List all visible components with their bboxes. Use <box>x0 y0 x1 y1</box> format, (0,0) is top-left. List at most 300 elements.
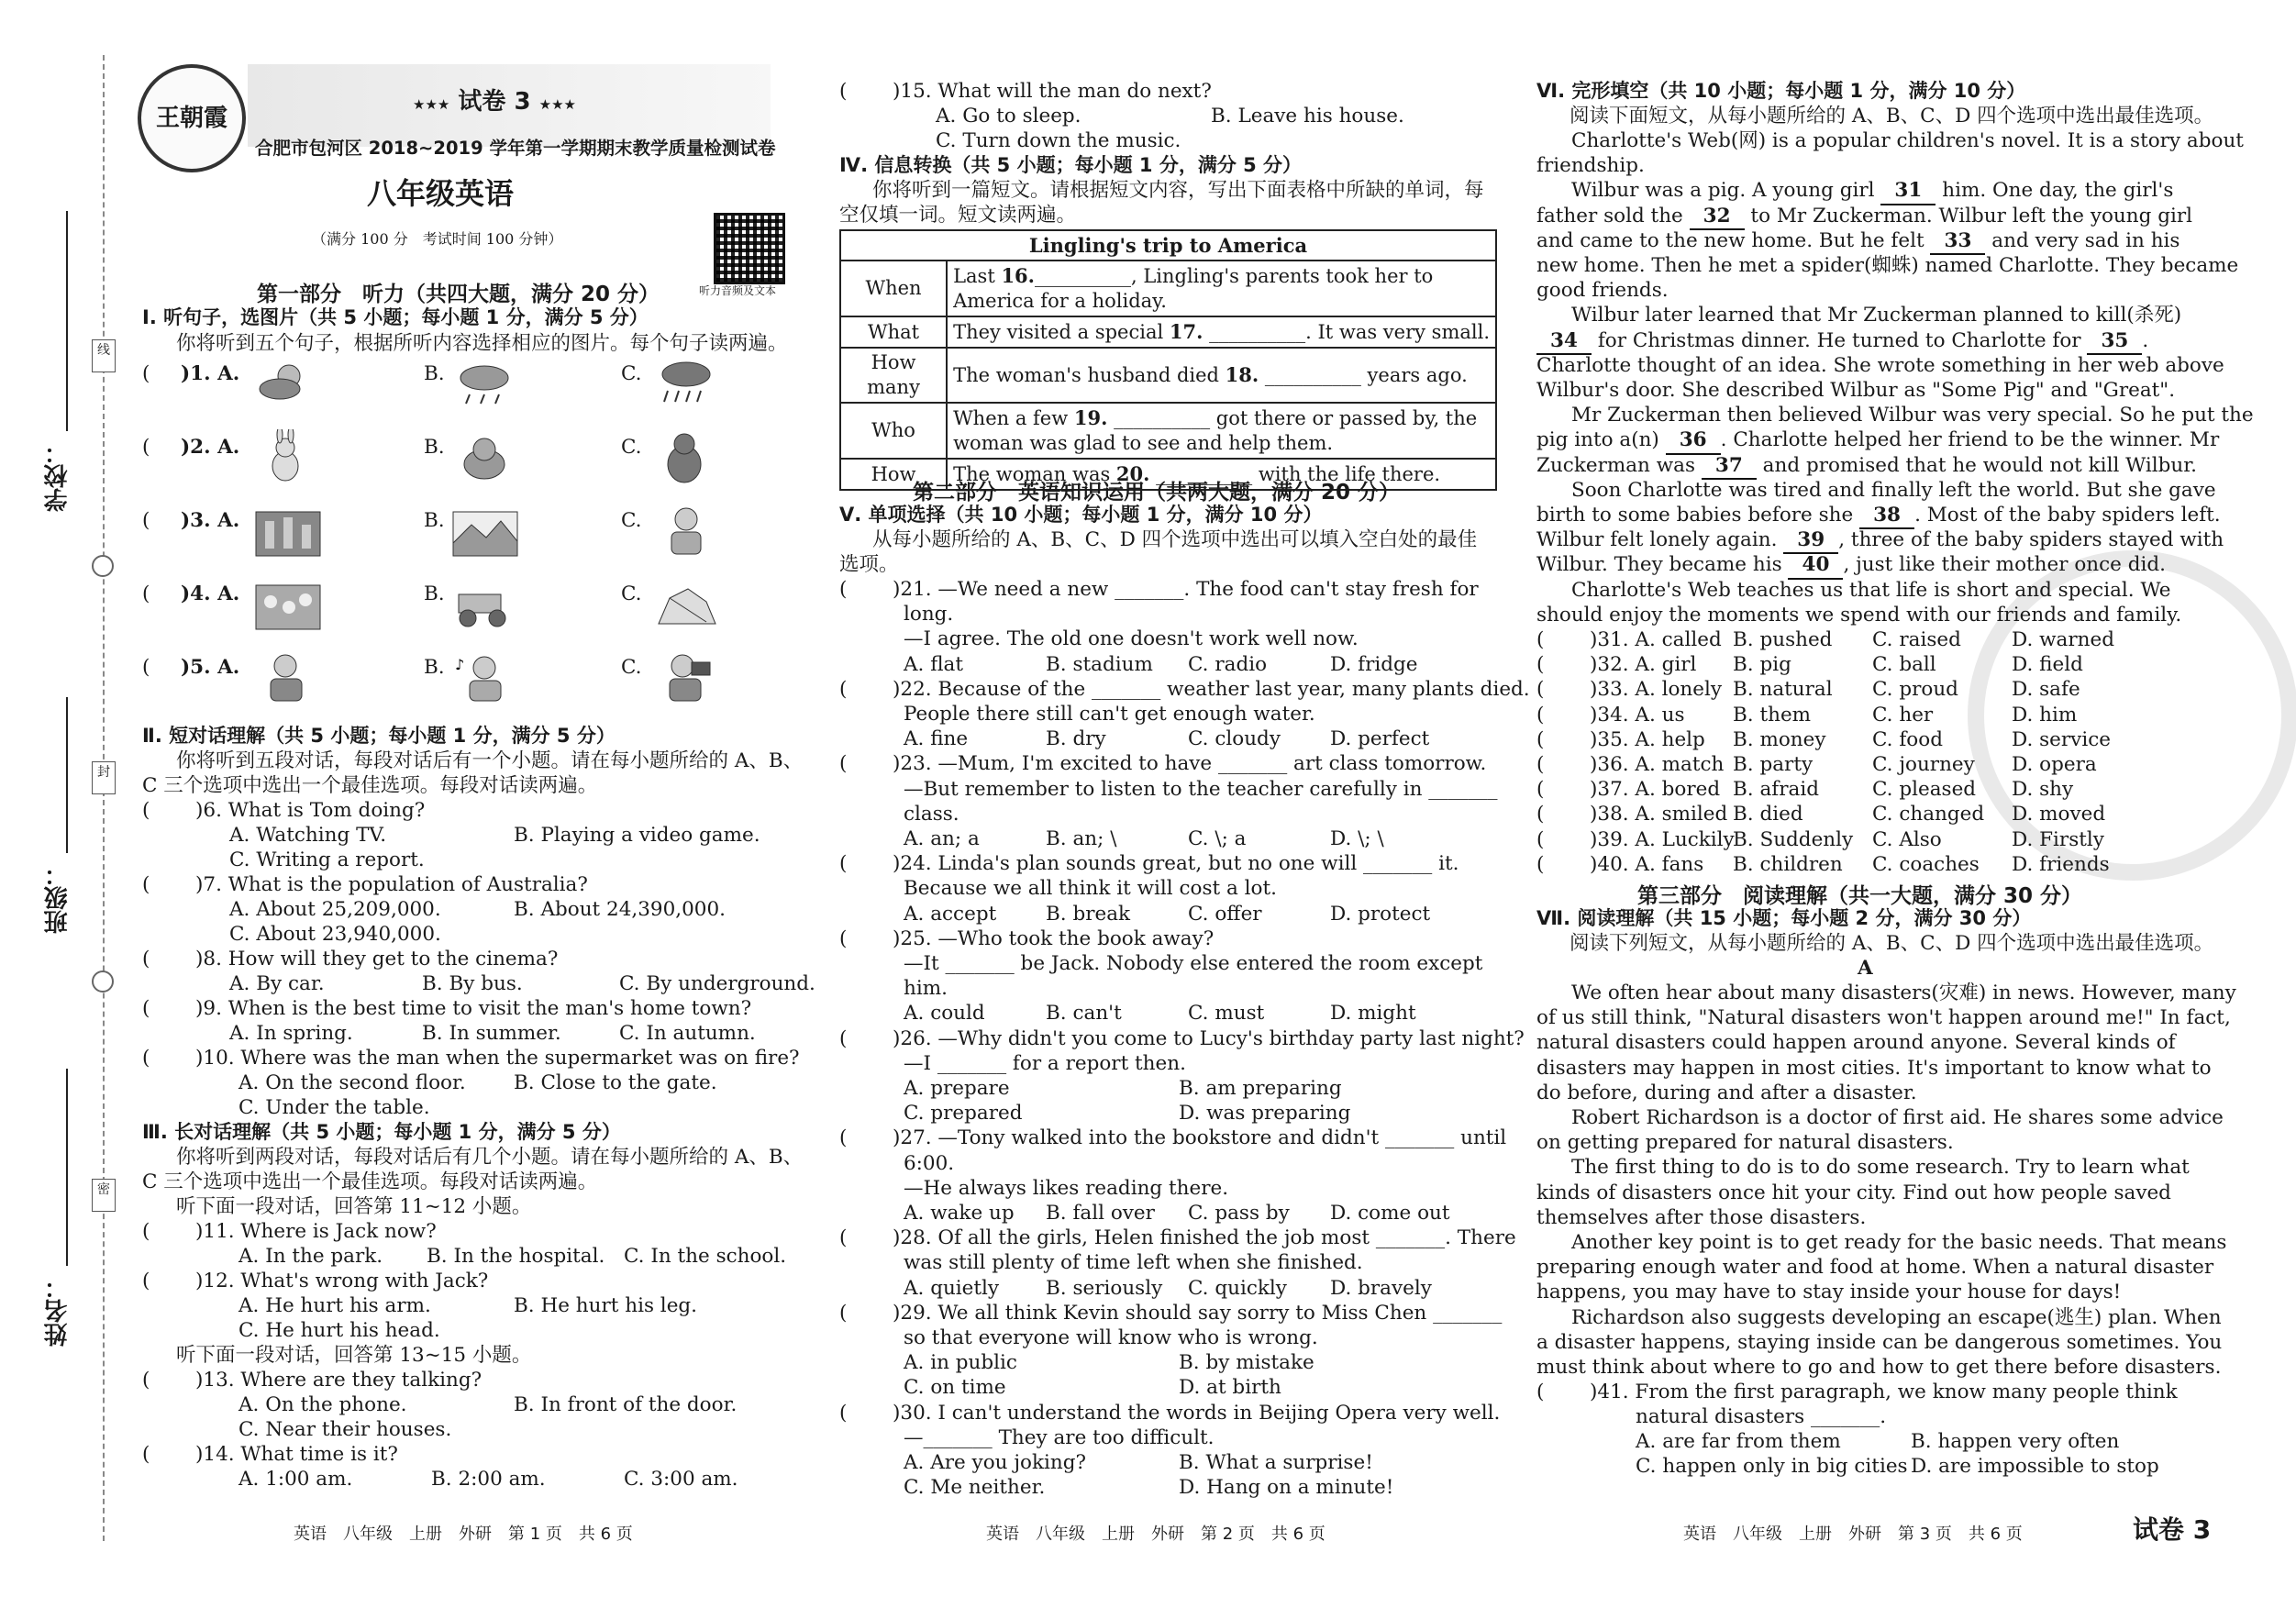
answer-paren[interactable]: ( <box>839 1026 848 1050</box>
mc-options <box>904 1475 1454 1500</box>
cloze-option[interactable]: C. journey <box>1872 753 1975 776</box>
mc-option[interactable]: A. could <box>904 1002 985 1026</box>
cloze-option[interactable]: )40. A. fans <box>1590 852 1704 876</box>
answer-paren[interactable]: ( <box>839 1401 848 1425</box>
mc-option[interactable]: B. break <box>1046 902 1131 926</box>
cloze-option[interactable]: )35. A. help <box>1590 727 1705 751</box>
cloze-option[interactable]: B. pushed <box>1733 628 1833 651</box>
cloze-line: Wilbur was a pig. A young girl 31 him. One day, the girl's <box>1571 178 2197 205</box>
cloze-option[interactable]: B. children <box>1733 852 1843 876</box>
landscape-icon <box>449 503 523 560</box>
mc-option[interactable]: C. offer <box>1188 902 1262 926</box>
q11: ( )11. Where is Jack now? <box>142 1220 437 1243</box>
mc-options <box>904 1450 1454 1475</box>
cloze-blank[interactable]: 33 <box>1930 228 1985 255</box>
mc-option[interactable]: D. Hang on a minute! <box>1179 1476 1394 1500</box>
cloze-line: father sold the 32 to Mr Zuckerman. Wilbur left the young girl <box>1536 204 2197 230</box>
q13-option-c: C. Near their houses. <box>238 1418 452 1441</box>
broken-house-icon <box>651 576 725 633</box>
cloze-line: pig into a(n) 36 . Charlotte helped her friend to be the winner. Mr <box>1536 427 2197 454</box>
mc-option[interactable]: C. must <box>1188 1002 1265 1026</box>
cloze-option[interactable]: D. him <box>2012 703 2078 726</box>
s4-instr1: 你将听到一篇短文。请根据短文内容，写出下面表格中所缺的单词，每 <box>872 179 1484 202</box>
cloze-blank[interactable]: 31 <box>1880 178 1936 205</box>
mc-option[interactable]: A. accept <box>904 902 997 926</box>
q14-options: A. 1:00 am. B. 2:00 am. C. 3:00 am. <box>238 1468 738 1491</box>
answer-paren[interactable]: ( <box>839 1226 848 1250</box>
s2-instr1: 你将听到五段对话，每段对话后有一个小题。请在每小题所给的 A、B、 <box>176 749 804 772</box>
mc-option[interactable]: A. fine <box>904 727 969 751</box>
mc-option[interactable]: C. \; a <box>1188 827 1247 850</box>
mc-option[interactable]: A. quietly <box>904 1276 1000 1300</box>
mc-line: ( )30. I can't understand the words in Beijing Opera very well. <box>839 1401 1501 1425</box>
rabbit-icon <box>252 429 326 486</box>
mc-option[interactable]: D. \; \ <box>1330 827 1384 850</box>
table-value[interactable]: The woman was 20. __________ with the life there. <box>947 459 1496 490</box>
mc-line: him. <box>904 977 948 1001</box>
cloud-sun-icon <box>252 356 326 413</box>
passage-line: must think about where to go and how to get there before disasters. <box>1536 1356 2222 1379</box>
cloze-blank[interactable]: 38 <box>1859 503 1914 529</box>
question-number: )2. A. <box>181 436 240 459</box>
passage-line: natural disasters could happen around anyone. Several kinds of <box>1536 1031 2176 1055</box>
answer-paren[interactable]: ( <box>839 852 848 876</box>
qr-code[interactable] <box>714 213 785 284</box>
cloze-option[interactable]: C. Also <box>1872 827 1942 851</box>
answer-paren[interactable]: ( <box>1536 727 1545 751</box>
option-letter-c: C. <box>621 436 642 459</box>
cloze-line: Wilbur's door. She described Wilbur as "Some Pig" and "Great". <box>1536 379 2176 402</box>
cloze-option[interactable]: D. safe <box>2012 678 2080 702</box>
flowers-icon <box>252 576 326 633</box>
q15: ( )15. What will the man do next? <box>839 80 1212 103</box>
binding-strip <box>0 0 128 1597</box>
mc-option[interactable]: D. fridge <box>1330 652 1418 676</box>
name-field <box>66 1069 68 1266</box>
table-title: Lingling's trip to America <box>840 230 1496 261</box>
q41-options-cd: C. happen only in big cities D. are impossible to stop <box>1636 1455 2159 1478</box>
cloze-option-row <box>1536 777 2151 802</box>
table-key: How many <box>840 348 947 403</box>
mc-options <box>904 1375 1454 1400</box>
q10-options: A. On the second floor. B. Close to the gate. <box>238 1071 717 1094</box>
cloze-option[interactable]: B. afraid <box>1733 778 1819 802</box>
answer-paren[interactable]: ( <box>142 656 150 679</box>
q6-options: A. Watching TV. B. Playing a video game. <box>229 824 760 847</box>
q6: ( )6. What is Tom doing? <box>142 799 426 822</box>
mc-option[interactable]: D. bravely <box>1330 1276 1432 1300</box>
class-label: 班级： <box>44 862 72 934</box>
part3-title: 第三部分 阅读理解（共一大题，满分 30 分） <box>1637 884 2083 908</box>
mc-option[interactable]: B. stadium <box>1046 652 1153 676</box>
passage-line: a disaster happens, staying inside can be dangerous sometimes. You <box>1536 1330 2223 1354</box>
s4-instr2: 空仅填一词。短文读两遍。 <box>839 204 1077 227</box>
tractor-icon <box>449 576 523 633</box>
cloze-blank[interactable]: 34 <box>1536 328 1592 355</box>
mc-option[interactable]: D. protect <box>1330 902 1431 926</box>
cloze-option[interactable]: )37. A. bored <box>1590 778 1721 802</box>
table-row <box>840 316 1496 348</box>
cloze-line: Zuckerman was 37 and promised that he would not kill Wilbur. <box>1536 453 2197 480</box>
cloze-option[interactable]: D. service <box>2012 727 2111 751</box>
mc-option[interactable]: D. perfect <box>1330 727 1430 751</box>
mc-option[interactable]: C. cloudy <box>1188 727 1281 751</box>
s3-dialog1: 听下面一段对话，回答第 11~12 小题。 <box>176 1195 532 1218</box>
rain-icon <box>449 356 523 413</box>
binding-hole-2 <box>92 970 114 993</box>
cloze-option[interactable]: B. pig <box>1733 653 1791 677</box>
passage-line: The first thing to do is to do some research. Try to learn what <box>1571 1156 2190 1180</box>
option-letter-c: C. <box>621 362 642 385</box>
option-letter-b: B. <box>424 362 445 385</box>
cloze-option-row <box>1536 827 2151 852</box>
mc-option[interactable]: D. at birth <box>1179 1376 1281 1400</box>
cloze-option-row <box>1536 652 2151 677</box>
mc-option[interactable]: B. an; \ <box>1046 827 1117 850</box>
q12: ( )12. What's wrong with Jack? <box>142 1270 489 1292</box>
mc-option[interactable]: B. fall over <box>1046 1202 1155 1225</box>
q41-options-ab: A. are far from them B. happen very often <box>1636 1430 2120 1453</box>
passage-line: preparing enough water and food at home. When a natural disaster <box>1536 1256 2214 1280</box>
mc-option[interactable]: B. seriously <box>1046 1276 1163 1300</box>
cloze-line: Wilbur. They became his 40 , just like their mother once did. <box>1536 552 2197 579</box>
question-number: )1. A. <box>181 362 240 385</box>
table-value[interactable]: They visited a special 17. __________. It was very small. <box>947 316 1496 348</box>
answer-paren[interactable]: ( <box>1536 678 1545 702</box>
paper-tag: 试卷 3 <box>2133 1514 2212 1545</box>
mc-option[interactable]: C. prepared <box>904 1102 1023 1126</box>
stars-left: ★★★ <box>413 96 450 113</box>
answer-paren[interactable]: ( <box>839 1126 848 1150</box>
q7: ( )7. What is the population of Australia? <box>142 873 588 896</box>
mc-line: People there still can't get enough water. <box>904 703 1315 726</box>
s3-instr1: 你将听到两段对话，每段对话后有几个小题。请在每小题所给的 A、B、 <box>176 1146 804 1169</box>
passage-line: Another key point is to get ready for the basic needs. That means <box>1571 1231 2227 1254</box>
man-phone-icon <box>252 649 326 706</box>
heavy-rain-icon <box>651 356 725 413</box>
cloze-option[interactable]: B. Suddenly <box>1733 827 1854 851</box>
cloze-option-row <box>1536 752 2151 777</box>
cloze-option-row <box>1536 852 2151 877</box>
answer-paren[interactable]: ( <box>839 1301 848 1325</box>
cloze-option[interactable]: B. money <box>1733 727 1826 751</box>
q12-option-c: C. He hurt his head. <box>238 1319 440 1342</box>
table-value[interactable]: The woman's husband died 18. __________ years ago. <box>947 348 1496 403</box>
mc-option[interactable]: A. in public <box>904 1351 1017 1375</box>
table-key: What <box>840 316 947 348</box>
question-number: )3. A. <box>181 509 240 532</box>
cloze-option-row <box>1536 703 2151 727</box>
class-field <box>66 697 68 853</box>
mc-option[interactable]: D. might <box>1330 1002 1416 1026</box>
mc-line: ( )29. We all think Kevin should say sorry to Miss Chen _______ <box>839 1301 1503 1325</box>
cloze-option[interactable]: D. friends <box>2012 852 2110 876</box>
s5-title: Ⅴ. 单项选择（共 10 小题；每小题 1 分，满分 10 分） <box>839 504 1323 526</box>
table-row <box>840 403 1496 459</box>
mc-options <box>904 902 1472 926</box>
cloze-line: Charlotte's Web(网) is a popular children's novel. It is a story about <box>1571 129 2244 152</box>
mc-option[interactable]: A. an; a <box>904 827 980 850</box>
q9: ( )9. When is the best time to visit the man's home town? <box>142 997 752 1020</box>
q8: ( )8. How will they get to the cinema? <box>142 948 559 970</box>
cloze-line: good friends. <box>1536 279 1669 303</box>
answer-paren[interactable]: ( <box>839 752 848 776</box>
mc-options <box>904 652 1472 677</box>
cut-line <box>103 55 105 1541</box>
school-label: 学校： <box>44 440 72 512</box>
answer-paren[interactable]: ( <box>1536 653 1545 677</box>
cloze-line: Charlotte's Web teaches us that life is short and special. We <box>1571 578 2171 602</box>
answer-paren[interactable]: ( <box>142 509 150 532</box>
passage-line: happens, you may have to stay inside your house for days! <box>1536 1281 2122 1304</box>
s3-instr2: C 三个选项中选出一个最佳选项。每段对话读两遍。 <box>142 1170 598 1193</box>
cloze-option[interactable]: B. them <box>1733 703 1812 726</box>
cloze-option[interactable]: C. changed <box>1872 803 1985 826</box>
cloze-option[interactable]: )32. A. girl <box>1590 653 1697 677</box>
table-row <box>840 261 1496 316</box>
option-letter-b: B. <box>424 582 445 605</box>
mc-options <box>904 1201 1472 1225</box>
q11-options: A. In the park. B. In the hospital. C. In the school. <box>238 1245 787 1268</box>
subject-title: 八年级英语 <box>367 176 515 211</box>
s6-instr: 阅读下面短文，从每小题所给的 A、B、C、D 四个选项中选出最佳选项。 <box>1569 105 2214 128</box>
cloze-blank[interactable]: 39 <box>1783 527 1838 554</box>
cloze-line: new home. Then he met a spider(蜘蛛) named Charlotte. They became <box>1536 254 2239 277</box>
answer-paren[interactable]: ( <box>142 436 150 459</box>
s7-title: Ⅶ. 阅读理解（共 15 小题；每小题 2 分，满分 30 分） <box>1536 907 2032 929</box>
q15-options: A. Go to sleep. B. Leave his house. <box>936 105 1404 128</box>
cat-icon <box>449 429 523 486</box>
cloze-option[interactable]: D. Firstly <box>2012 827 2104 851</box>
brand-text: 王朝霞 <box>155 105 227 132</box>
s1-instr: 你将听到五个句子，根据所听内容选择相应的图片。每个句子读两遍。 <box>176 332 788 355</box>
passage-line: on getting prepared for natural disasters. <box>1536 1131 1954 1155</box>
s5-instr1: 从每小题所给的 A、B、C、D 四个选项中选出可以填入空白处的最佳 <box>872 528 1478 551</box>
cloze-line: birth to some babies before she 38 . Most of the baby spiders left. <box>1536 503 2197 529</box>
binding-hole-1 <box>92 555 114 577</box>
q14: ( )14. What time is it? <box>142 1443 398 1466</box>
paper-no-text: 试卷 3 <box>458 88 531 116</box>
mark-mi: 密 <box>92 1179 116 1212</box>
cloze-blank[interactable]: 40 <box>1788 552 1843 579</box>
part1-title: 第一部分 听力（共四大题，满分 20 分） <box>257 283 660 306</box>
passage-letter: A <box>1858 957 1873 980</box>
mc-options <box>904 726 1472 751</box>
question-number: )5. A. <box>181 656 240 679</box>
mc-option[interactable]: A. flat <box>904 652 963 676</box>
mc-options <box>904 1276 1472 1301</box>
cloze-option[interactable]: C. ball <box>1872 653 1936 677</box>
exam-title: 合肥市包河区 2018~2019 学年第一学期期末教学质量检测试卷 <box>255 138 776 159</box>
answer-paren[interactable]: ( <box>142 362 150 385</box>
mc-line: Because we all think it will cost a lot. <box>904 877 1277 901</box>
cloze-option[interactable]: C. proud <box>1872 678 1958 702</box>
cloze-option[interactable]: )33. A. lonely <box>1590 678 1723 702</box>
picture-question-4 <box>142 576 812 649</box>
mc-line: ( )26. —Why didn't you come to Lucy's birthday party last night? <box>839 1026 1525 1050</box>
cloze-option[interactable]: C. her <box>1872 703 1934 726</box>
cloze-option[interactable]: )36. A. match <box>1590 753 1725 776</box>
mc-line: ( )21. —We need a new _______. The food can't stay fresh for <box>839 578 1479 601</box>
option-letter-b: B. <box>424 656 445 679</box>
mc-line: 6:00. <box>904 1151 955 1175</box>
score-info: （满分 100 分 考试时间 100 分钟） <box>312 230 563 248</box>
mc-option[interactable]: B. What a surprise! <box>1179 1451 1373 1474</box>
q41-stem2: natural disasters _______. <box>1636 1405 1887 1428</box>
answer-paren[interactable]: ( <box>839 578 848 601</box>
cloze-option[interactable]: D. field <box>2012 653 2083 677</box>
mc-option[interactable]: B. can't <box>1046 1002 1122 1026</box>
part2-title: 第二部分 英语知识运用（共两大题，满分 20 分） <box>913 481 1401 505</box>
mc-option[interactable]: B. am preparing <box>1179 1077 1342 1100</box>
mc-options <box>904 1076 1454 1101</box>
mc-line: ( )25. —Who took the book away? <box>839 926 1215 950</box>
brand-logo <box>138 64 246 172</box>
s2-instr2: C 三个选项中选出一个最佳选项。每段对话读两遍。 <box>142 774 598 797</box>
cloze-line: 34 for Christmas dinner. He turned to Charlotte for 35 . <box>1536 328 2197 355</box>
cloze-option-row <box>1536 627 2151 652</box>
answer-paren[interactable]: ( <box>839 677 848 701</box>
s4-title: Ⅳ. 信息转换（共 5 小题；每小题 1 分，满分 5 分） <box>839 154 1303 176</box>
answer-paren[interactable]: ( <box>1536 753 1545 776</box>
passage-line: Richardson also suggests developing an escape(逃生) plan. When <box>1571 1305 2222 1329</box>
man-eating-icon <box>651 503 725 560</box>
mc-line: ( )23. —Mum, I'm excited to have _______ art class tomorrow. <box>839 752 1487 776</box>
cloze-option[interactable]: B. party <box>1733 753 1814 776</box>
mc-option[interactable]: A. Are you joking? <box>904 1451 1086 1474</box>
cloze-option[interactable]: C. coaches <box>1872 852 1980 876</box>
mc-option[interactable]: C. on time <box>904 1376 1006 1400</box>
mc-options <box>904 1101 1454 1126</box>
answer-paren[interactable]: ( <box>1536 778 1545 802</box>
mc-option[interactable]: C. quickly <box>1188 1276 1287 1300</box>
mc-options <box>904 1350 1454 1375</box>
cloze-option[interactable]: D. warned <box>2012 628 2114 651</box>
answer-paren[interactable]: ( <box>1536 827 1545 851</box>
cloze-option[interactable]: C. pleased <box>1872 778 1977 802</box>
cloze-line: Wilbur later learned that Mr Zuckerman planned to kill(杀死) <box>1571 304 2182 327</box>
cloze-option[interactable]: )38. A. smiled <box>1590 803 1728 826</box>
option-letter-c: C. <box>621 656 642 679</box>
q10: ( )10. Where was the man when the supermarket was on fire? <box>142 1047 800 1070</box>
q12-options: A. He hurt his arm. B. He hurt his leg. <box>238 1294 698 1317</box>
man-camera-icon <box>651 649 725 706</box>
picture-question-2 <box>142 429 812 503</box>
mc-option[interactable]: D. come out <box>1330 1202 1450 1225</box>
footer-page1: 英语 八年级 上册 外研 第 1 页 共 6 页 <box>294 1525 633 1544</box>
q7-option-c: C. About 23,940,000. <box>229 923 441 946</box>
passage-line: do before, during and after a disaster. <box>1536 1081 1917 1104</box>
cloze-option[interactable]: )34. A. us <box>1590 703 1685 726</box>
qr-caption: 听力音频及文本 <box>699 284 777 297</box>
bear-icon <box>651 429 725 486</box>
cloze-blank[interactable]: 32 <box>1690 204 1745 230</box>
q41: ( )41. From the first paragraph, we know many people think <box>1536 1381 2178 1403</box>
passage-line: themselves after those disasters. <box>1536 1205 1867 1229</box>
mc-line: ( )27. —Tony walked into the bookstore and didn't _______ until <box>839 1126 1507 1150</box>
table-value[interactable]: When a few 19. __________ got there or passed by, the woman was glad to see and help them. <box>947 403 1496 459</box>
passage-line: Robert Richardson is a doctor of first aid. He shares some advice <box>1571 1106 2224 1129</box>
passage-line: We often hear about many disasters(灾难) in news. However, many <box>1571 981 2236 1004</box>
q7-options: A. About 25,209,000. B. About 24,390,000. <box>229 898 726 921</box>
footer-page2: 英语 八年级 上册 外研 第 2 页 共 6 页 <box>986 1525 1325 1544</box>
cloze-option[interactable]: D. opera <box>2012 753 2097 776</box>
s2-title: Ⅱ. 短对话理解（共 5 小题；每小题 1 分，满分 5 分） <box>142 725 616 747</box>
cloze-line: Mr Zuckerman then believed Wilbur was very special. So he put the <box>1571 404 2254 427</box>
cloze-option-row <box>1536 727 2151 752</box>
cloze-option[interactable]: B. died <box>1733 803 1803 826</box>
answer-paren[interactable]: ( <box>1536 803 1545 826</box>
s7-instr: 阅读下列短文，从每小题所给的 A、B、C、D 四个选项中选出最佳选项。 <box>1569 932 2214 955</box>
mc-option[interactable]: C. pass by <box>1188 1202 1290 1225</box>
q9-options: A. In spring. B. In summer. C. In autumn. <box>229 1022 756 1045</box>
answer-paren[interactable]: ( <box>142 582 150 605</box>
mc-line: class. <box>904 802 959 826</box>
mc-option[interactable]: A. prepare <box>904 1077 1010 1100</box>
mc-option[interactable]: B. by mistake <box>1179 1351 1314 1375</box>
table-row <box>840 348 1496 403</box>
mc-line: —It _______ be Jack. Nobody else entered the room except <box>904 952 1483 975</box>
mc-option[interactable]: C. radio <box>1188 652 1268 676</box>
mc-line: ( )24. Linda's plan sounds great, but no one will _______ it. <box>839 852 1459 876</box>
mc-option[interactable]: A. wake up <box>904 1202 1015 1225</box>
cloze-option[interactable]: C. food <box>1872 727 1943 751</box>
answer-paren[interactable]: ( <box>1536 852 1545 876</box>
footer-page3: 英语 八年级 上册 外研 第 3 页 共 6 页 <box>1683 1525 2023 1544</box>
mc-options <box>904 1001 1472 1026</box>
s3-dialog2: 听下面一段对话，回答第 13~15 小题。 <box>176 1344 532 1367</box>
cloze-blank[interactable]: 36 <box>1666 427 1721 454</box>
mc-line: long. <box>904 603 954 627</box>
option-letter-b: B. <box>424 436 445 459</box>
answer-paren[interactable]: ( <box>839 926 848 950</box>
mc-option[interactable]: C. Me neither. <box>904 1476 1046 1500</box>
option-letter-b: B. <box>424 509 445 532</box>
mc-option[interactable]: D. was preparing <box>1179 1102 1351 1126</box>
picture-question-1 <box>142 356 812 429</box>
table-key: How <box>840 459 947 490</box>
answer-paren[interactable]: ( <box>1536 703 1545 726</box>
option-letter-c: C. <box>621 509 642 532</box>
mc-option[interactable]: B. dry <box>1046 727 1106 751</box>
cloze-line: Soon Charlotte was tired and finally left the world. But she gave <box>1571 478 2216 502</box>
answer-paren[interactable]: ( <box>1536 628 1545 651</box>
city-icon <box>252 503 326 560</box>
paper-number <box>413 83 576 116</box>
cloze-blank[interactable]: 35 <box>2087 328 2142 355</box>
column-2 <box>839 0 1530 1597</box>
passage-line: kinds of disasters once hit your city. Find out how people saved <box>1536 1181 2171 1204</box>
table-value[interactable]: Last 16.__________, Lingling's parents took her to America for a holiday. <box>947 261 1496 316</box>
cloze-option[interactable]: )39. A. Luckily <box>1590 827 1735 851</box>
s6-title: Ⅵ. 完形填空（共 10 小题；每小题 1 分，满分 10 分） <box>1536 80 2026 102</box>
q13-options: A. On the phone. B. In front of the door. <box>238 1393 738 1416</box>
picture-question-5 <box>142 649 812 723</box>
cloze-option[interactable]: D. shy <box>2012 778 2074 802</box>
school-field <box>66 211 68 431</box>
mark-xian: 线 <box>92 339 116 372</box>
cloze-option[interactable]: )31. A. called <box>1590 628 1722 651</box>
question-number: )4. A. <box>181 582 240 605</box>
cloze-option[interactable]: C. raised <box>1872 628 1961 651</box>
s1-title: Ⅰ. 听句子，选图片（共 5 小题；每小题 1 分，满分 5 分） <box>142 306 649 328</box>
mc-line: —He always likes reading there. <box>904 1176 1229 1200</box>
option-letter-c: C. <box>621 582 642 605</box>
cloze-option[interactable]: B. natural <box>1733 678 1833 702</box>
cloze-blank[interactable]: 37 <box>1702 453 1757 480</box>
name-label: 姓名： <box>44 1275 72 1347</box>
cloze-option[interactable]: D. moved <box>2012 803 2106 826</box>
